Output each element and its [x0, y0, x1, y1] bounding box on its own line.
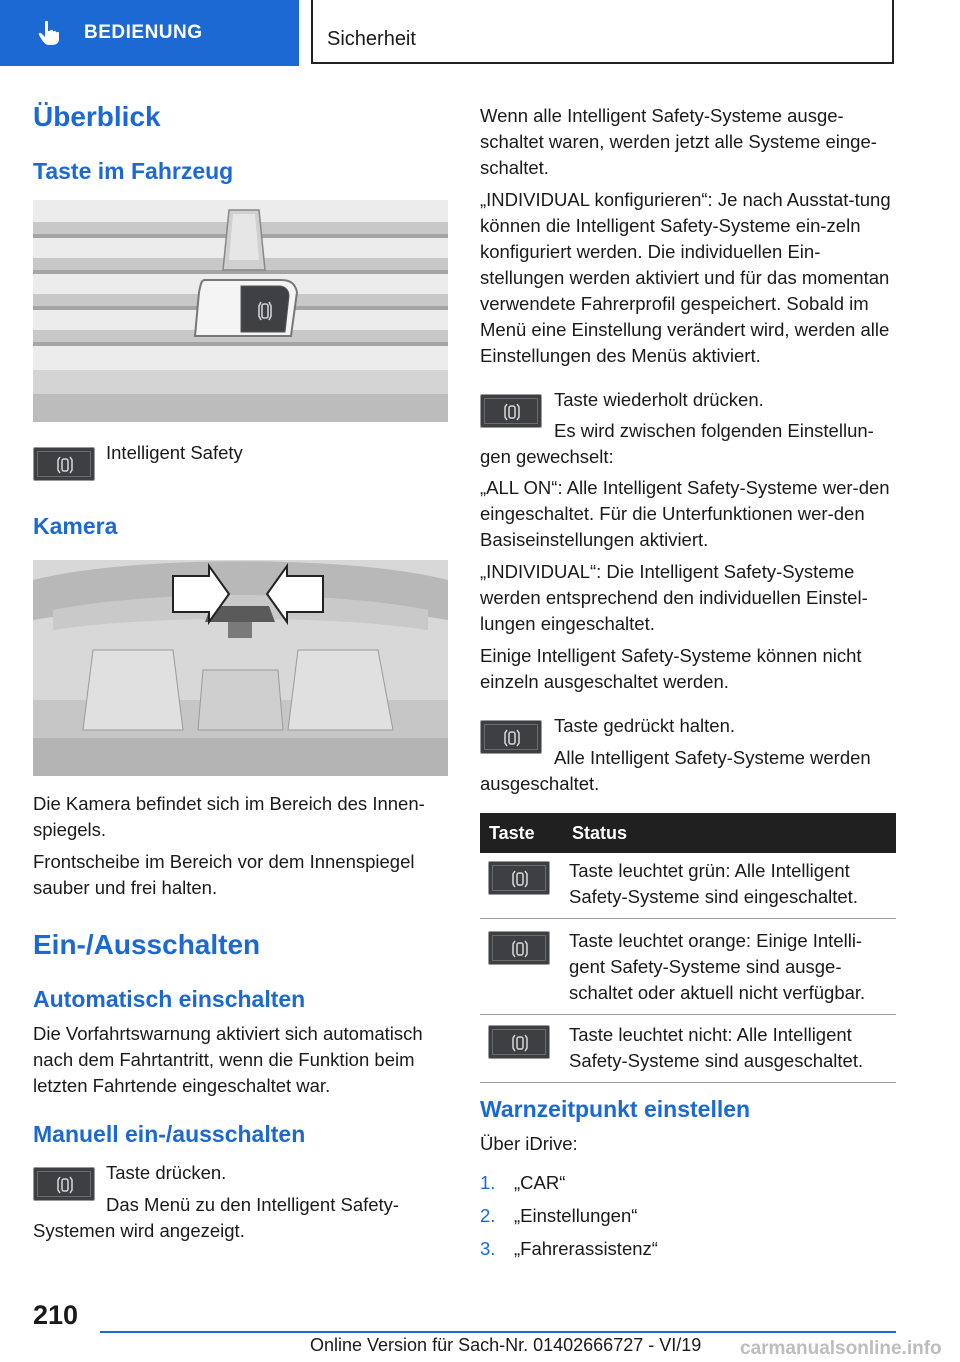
steps-list	[480, 1170, 658, 1269]
section-label: Sicherheit	[327, 28, 416, 50]
kamera-paragraph-2: Frontscheibe im Bereich vor dem Innenspiegel sauber und frei halten.	[33, 851, 415, 898]
list-item	[480, 1203, 658, 1236]
online-version-text: Online Version für Sach-Nr. 01402666727 - VI/19	[310, 1335, 702, 1355]
heading-ein-ausschalten: Ein-/Ausschalten	[33, 929, 261, 960]
automatisch-paragraph: Die Vorfahrtswarnung aktiviert sich automatisch nach dem Fahrtantritt, wenn die Funktion beim letzten Fahrtende eingeschaltet war.	[33, 1023, 423, 1096]
wiederholt-line-3: gen gewechselt:	[480, 446, 614, 467]
intelligent-safety-icon	[503, 401, 521, 423]
heading-warnzeitpunkt: Warnzeitpunkt einstellen	[480, 1096, 751, 1122]
column-header-taste: Taste	[480, 813, 563, 853]
chapter-tab[interactable]	[0, 0, 299, 66]
heading-automatisch-einschalten: Automatisch einschalten	[33, 986, 306, 1012]
button-image-gedrueckt	[480, 720, 542, 754]
table-row	[480, 919, 896, 1015]
section-header	[311, 0, 894, 64]
wiederholt-line-1: Taste wiederholt drücken.	[554, 389, 764, 410]
column-header-status: Status	[563, 813, 896, 853]
intelligent-safety-icon	[511, 938, 529, 960]
intelligent-safety-icon	[511, 1032, 529, 1054]
step-number: 3.	[480, 1238, 496, 1259]
gedrueckt-line-2: Alle Intelligent Safety-Systeme werden	[554, 747, 871, 768]
gedrueckt-line-3: ausgeschaltet.	[480, 773, 600, 794]
status-table	[480, 813, 896, 1083]
table-row	[480, 1015, 896, 1083]
figure-grille-button	[33, 200, 448, 422]
button-image-manuell	[33, 1167, 95, 1201]
heading-kamera: Kamera	[33, 513, 118, 539]
paragraph-all-on: „ALL ON“: Alle Intelligent Safety-Systeme wer-den eingeschaltet. Für die Unterfunktionen wer-den Basiseinstellungen aktiviert.	[480, 477, 890, 550]
list-item	[480, 1170, 658, 1203]
intelligent-safety-icon	[511, 868, 529, 890]
footer-divider	[100, 1331, 896, 1333]
chapter-label: BEDIENUNG	[84, 22, 203, 43]
step-text: „Einstellungen“	[514, 1205, 638, 1226]
status-cell: Taste leuchtet orange: Einige Intelli-gent Safety-Systeme sind ausge-schaltet oder aktuell nicht verfügbar.	[563, 919, 896, 1015]
status-button-image	[488, 861, 550, 895]
step-number: 2.	[480, 1205, 496, 1226]
status-button-image	[488, 1025, 550, 1059]
kamera-paragraph-1: Die Kamera befindet sich im Bereich des Innen-spiegels.	[33, 793, 425, 840]
figure-camera-interior	[33, 560, 448, 776]
right-paragraph-2: „INDIVIDUAL konfigurieren“: Je nach Ausstat-tung können die Intelligent Safety-Systeme ein-zeln konfiguriert werden. Die individuellen Ein-stellungen werden aktiviert und für das momentan verwendete Fahrerprofil gespeichert. Sobald im Menü eine Einstellung verändert wird, werden alle Einstellungen des Menüs aktiviert.	[480, 189, 891, 366]
gedrueckt-line-1: Taste gedrückt halten.	[554, 715, 735, 736]
intelligent-safety-button-image	[33, 447, 95, 481]
hand-pointer-icon	[36, 19, 64, 47]
list-item	[480, 1236, 658, 1269]
intelligent-safety-icon	[503, 727, 521, 749]
heading-ueberblick: Überblick	[33, 101, 161, 132]
heading-taste-im-fahrzeug: Taste im Fahrzeug	[33, 158, 234, 184]
step-text: „Fahrerassistenz“	[514, 1238, 658, 1259]
step-number: 1.	[480, 1172, 496, 1193]
intelligent-safety-icon	[56, 1174, 74, 1196]
status-table-wrapper	[480, 813, 896, 1083]
step-text: „CAR“	[514, 1172, 566, 1193]
manuell-line-1: Taste drücken.	[106, 1162, 227, 1183]
wiederholt-line-2: Es wird zwischen folgenden Einstellun-	[554, 420, 874, 441]
heading-manuell-ein-ausschalten: Manuell ein-/ausschalten	[33, 1121, 306, 1147]
right-paragraph-1: Wenn alle Intelligent Safety-Systeme ausge-schaltet waren, werden jetzt alle Systeme einge-schaltet.	[480, 105, 877, 178]
table-row	[480, 853, 896, 919]
manuell-line-3: Systemen wird angezeigt.	[33, 1220, 245, 1241]
caption-intelligent-safety: Intelligent Safety	[106, 442, 243, 463]
page-number: 210	[33, 1300, 79, 1330]
intelligent-safety-icon	[56, 454, 74, 476]
idrive-label: Über iDrive:	[480, 1133, 578, 1154]
paragraph-einige: Einige Intelligent Safety-Systeme können nicht einzeln ausgeschaltet werden.	[480, 645, 862, 692]
watermark-text: carmanualsonline.info	[740, 1338, 942, 1359]
status-button-image	[488, 931, 550, 965]
manuell-line-2: Das Menü zu den Intelligent Safety-	[106, 1194, 400, 1215]
status-cell: Taste leuchtet nicht: Alle Intelligent Safety-Systeme sind ausgeschaltet.	[563, 1015, 896, 1083]
status-cell: Taste leuchtet grün: Alle Intelligent Safety-Systeme sind eingeschaltet.	[563, 853, 896, 919]
button-image-wiederholt	[480, 394, 542, 428]
paragraph-individual: „INDIVIDUAL“: Die Intelligent Safety-Systeme werden entsprechend den individuellen Einstel-lungen eingeschaltet.	[480, 561, 868, 634]
